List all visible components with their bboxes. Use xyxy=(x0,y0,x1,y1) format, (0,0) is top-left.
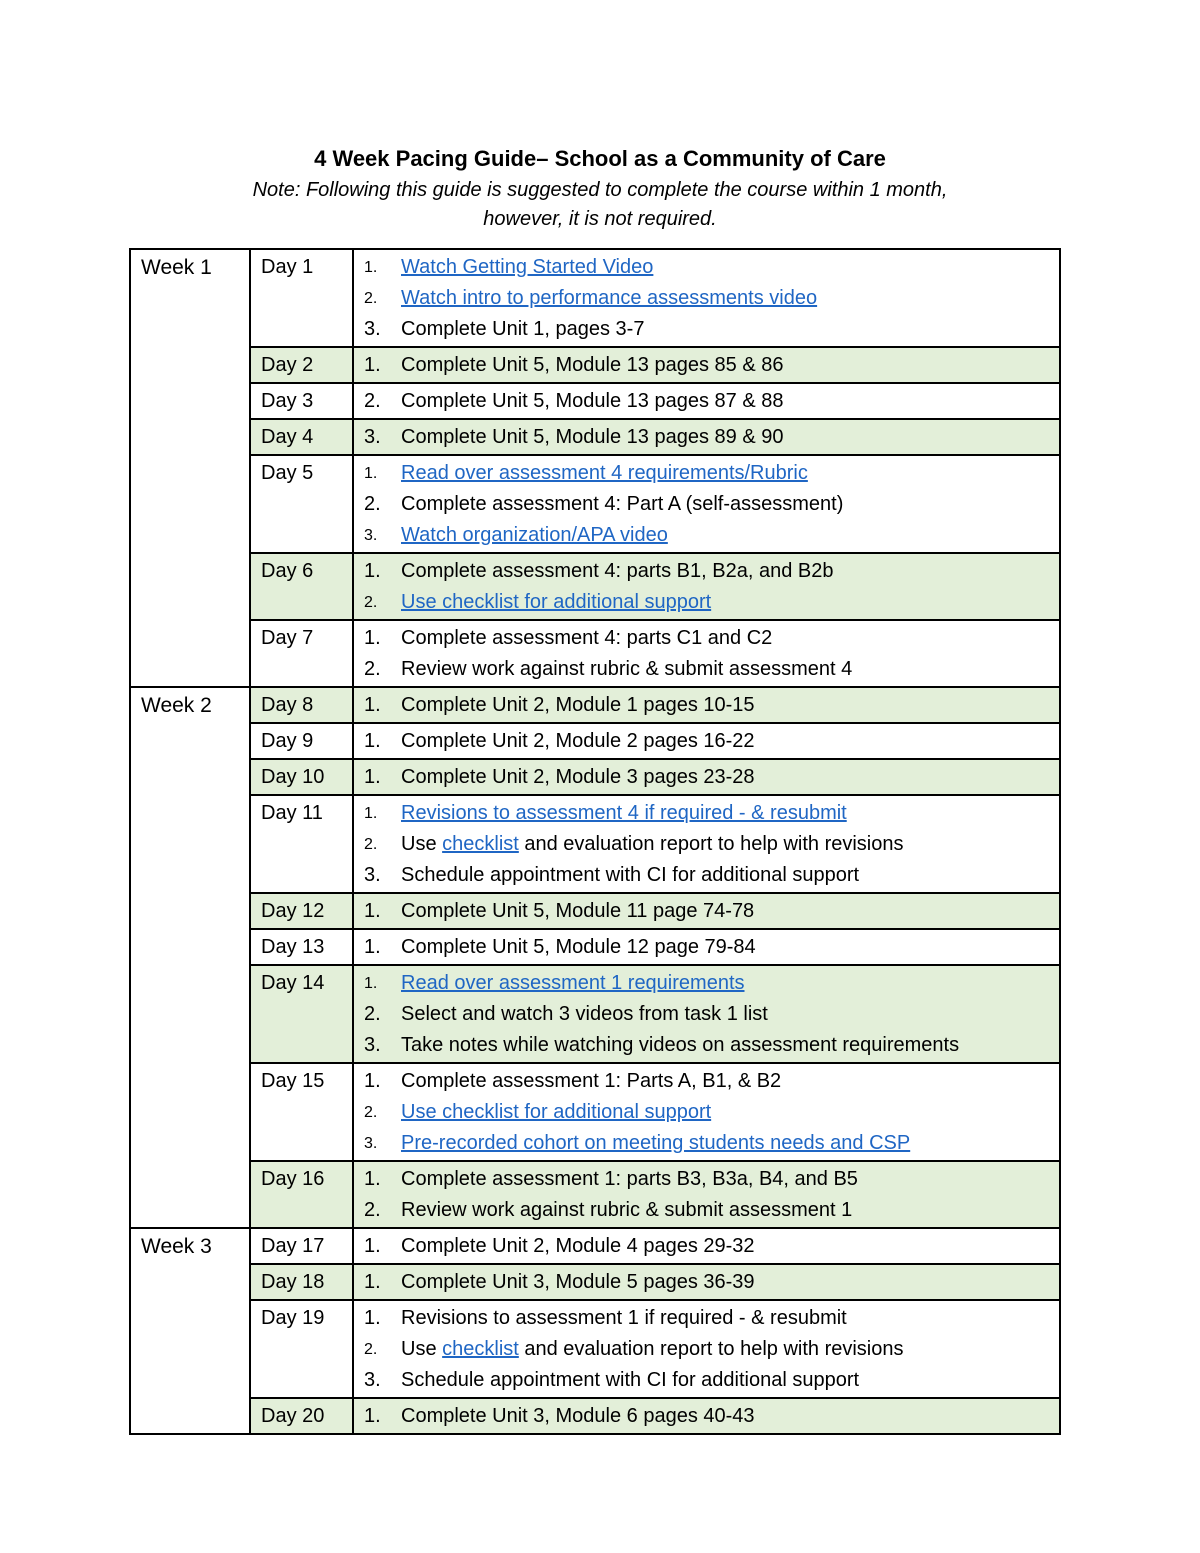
task-text xyxy=(401,314,1049,345)
task-number: 2. xyxy=(364,836,378,853)
task-text-segment: Complete Unit 2, Module 3 pages 23-28 xyxy=(401,766,755,788)
task-link[interactable]: Watch intro to performance assessments video xyxy=(401,287,818,309)
task-text xyxy=(401,489,1049,520)
task-item xyxy=(364,556,1049,587)
task-number: 3. xyxy=(364,1135,378,1152)
day-row xyxy=(130,723,1060,759)
task-item xyxy=(364,458,1049,489)
task-text xyxy=(401,829,1049,860)
day-row xyxy=(130,383,1060,419)
day-label: Day 13 xyxy=(250,929,353,965)
task-text-segment: Complete assessment 1: Parts A, B1, & B2 xyxy=(401,1070,782,1092)
task-number: 1. xyxy=(364,730,381,752)
task-number: 3. xyxy=(364,1034,381,1056)
day-row xyxy=(130,759,1060,795)
task-text xyxy=(401,1128,1049,1159)
task-number: 1. xyxy=(364,900,381,922)
day-row xyxy=(130,1063,1060,1161)
week-label: Week 2 xyxy=(130,687,250,1228)
task-item xyxy=(364,999,1049,1030)
task-text-segment: Complete assessment 1: parts B3, B3a, B4, and B5 xyxy=(401,1168,858,1190)
note xyxy=(200,176,1000,234)
task-number: 1. xyxy=(364,1070,381,1092)
task-text-segment: and evaluation report to help with revisions xyxy=(518,1338,904,1360)
task-item xyxy=(364,252,1049,283)
task-link[interactable]: Use checklist for additional support xyxy=(401,591,712,613)
task-text xyxy=(401,283,1049,314)
task-number: 2. xyxy=(364,1003,381,1025)
task-cell xyxy=(353,455,1060,553)
task-list xyxy=(364,1066,1049,1159)
task-number: 2. xyxy=(364,658,381,680)
task-item xyxy=(364,726,1049,757)
task-cell xyxy=(353,1161,1060,1228)
task-list xyxy=(364,762,1049,793)
task-number: 1. xyxy=(364,259,378,276)
task-text xyxy=(401,1401,1049,1432)
day-label: Day 8 xyxy=(250,687,353,723)
task-number: 2. xyxy=(364,594,378,611)
task-cell xyxy=(353,383,1060,419)
task-text xyxy=(401,1097,1049,1128)
task-text-segment: Review work against rubric & submit assessment 1 xyxy=(401,1199,853,1221)
task-list xyxy=(364,422,1049,453)
day-row xyxy=(130,419,1060,455)
task-text-segment: Select and watch 3 videos from task 1 list xyxy=(401,1003,768,1025)
day-label: Day 4 xyxy=(250,419,353,455)
task-item xyxy=(364,762,1049,793)
day-row xyxy=(130,553,1060,620)
task-link[interactable]: checklist xyxy=(442,1338,519,1360)
day-label: Day 2 xyxy=(250,347,353,383)
day-label: Day 5 xyxy=(250,455,353,553)
task-link[interactable]: Use checklist for additional support xyxy=(401,1101,712,1123)
task-text-segment: Complete Unit 3, Module 6 pages 40-43 xyxy=(401,1405,755,1427)
task-item xyxy=(364,1128,1049,1159)
task-text xyxy=(401,386,1049,417)
task-text xyxy=(401,520,1049,551)
task-cell xyxy=(353,620,1060,687)
task-item xyxy=(364,1066,1049,1097)
task-text-segment: Complete Unit 5, Module 13 pages 89 & 90 xyxy=(401,426,784,448)
task-text-segment: Complete assessment 4: parts B1, B2a, and B2b xyxy=(401,560,834,582)
task-number: 1. xyxy=(364,975,378,992)
task-cell xyxy=(353,893,1060,929)
task-number: 1. xyxy=(364,766,381,788)
task-item xyxy=(364,422,1049,453)
task-number: 2. xyxy=(364,493,381,515)
task-number: 1. xyxy=(364,627,381,649)
task-text xyxy=(401,762,1049,793)
task-link[interactable]: Read over assessment 4 requirements/Rubric xyxy=(401,462,808,484)
task-text-segment: Revisions to assessment 1 if required - & resubmit xyxy=(401,1307,847,1329)
task-text xyxy=(401,623,1049,654)
day-row xyxy=(130,347,1060,383)
task-link[interactable]: checklist xyxy=(442,833,519,855)
day-row xyxy=(130,1300,1060,1398)
task-list xyxy=(364,798,1049,891)
task-item xyxy=(364,283,1049,314)
task-text xyxy=(401,422,1049,453)
day-label: Day 1 xyxy=(250,249,353,347)
task-text-segment: Complete Unit 5, Module 13 pages 85 & 86 xyxy=(401,354,784,376)
task-link[interactable]: Watch organization/APA video xyxy=(401,524,668,546)
task-cell xyxy=(353,1300,1060,1398)
task-text xyxy=(401,860,1049,891)
task-number: 3. xyxy=(364,318,381,340)
day-label: Day 3 xyxy=(250,383,353,419)
task-cell xyxy=(353,249,1060,347)
task-item xyxy=(364,350,1049,381)
task-item xyxy=(364,1303,1049,1334)
task-cell xyxy=(353,723,1060,759)
task-number: 1. xyxy=(364,1405,381,1427)
task-text-segment: Complete Unit 5, Module 11 page 74-78 xyxy=(401,900,755,922)
task-text xyxy=(401,1365,1049,1396)
task-text-segment: Review work against rubric & submit assessment 4 xyxy=(401,658,853,680)
task-cell xyxy=(353,1264,1060,1300)
task-text xyxy=(401,999,1049,1030)
task-link[interactable]: Read over assessment 1 requirements xyxy=(401,972,745,994)
task-text xyxy=(401,932,1049,963)
task-text xyxy=(401,654,1049,685)
task-text xyxy=(401,726,1049,757)
task-item xyxy=(364,314,1049,345)
task-item xyxy=(364,932,1049,963)
pacing-table-body xyxy=(130,249,1060,1434)
task-text-segment: Use xyxy=(401,1338,443,1360)
task-text-segment: Complete Unit 5, Module 13 pages 87 & 88 xyxy=(401,390,784,412)
day-row xyxy=(130,1264,1060,1300)
task-item xyxy=(364,587,1049,618)
week-label: Week 1 xyxy=(130,249,250,687)
task-text xyxy=(401,690,1049,721)
task-item xyxy=(364,386,1049,417)
task-list xyxy=(364,896,1049,927)
task-list xyxy=(364,386,1049,417)
task-number: 2. xyxy=(364,1341,378,1358)
task-item xyxy=(364,489,1049,520)
day-row xyxy=(130,929,1060,965)
task-item xyxy=(364,520,1049,551)
day-row xyxy=(130,249,1060,347)
task-item xyxy=(364,798,1049,829)
day-row xyxy=(130,1228,1060,1264)
task-cell xyxy=(353,1398,1060,1434)
note-line-1: Note: Following this guide is suggested to complete the course within 1 month, xyxy=(252,179,948,201)
task-text-segment: Take notes while watching videos on assessment requirements xyxy=(401,1034,960,1056)
task-number: 2. xyxy=(364,1104,378,1121)
task-text-segment: Complete Unit 2, Module 2 pages 16-22 xyxy=(401,730,755,752)
task-cell xyxy=(353,1228,1060,1264)
task-cell xyxy=(353,419,1060,455)
day-label: Day 12 xyxy=(250,893,353,929)
day-label: Day 9 xyxy=(250,723,353,759)
task-link[interactable]: Revisions to assessment 4 if required - & resubmit xyxy=(401,802,847,824)
day-row xyxy=(130,893,1060,929)
task-item xyxy=(364,860,1049,891)
day-row xyxy=(130,1161,1060,1228)
day-row xyxy=(130,620,1060,687)
task-item xyxy=(364,829,1049,860)
task-text xyxy=(401,556,1049,587)
task-number: 1. xyxy=(364,465,378,482)
note-line-2: however, it is not required. xyxy=(483,208,717,230)
task-text-segment: Schedule appointment with CI for additional support xyxy=(401,864,860,886)
task-text xyxy=(401,798,1049,829)
task-item xyxy=(364,1195,1049,1226)
task-text xyxy=(401,587,1049,618)
task-cell xyxy=(353,795,1060,893)
task-item xyxy=(364,1365,1049,1396)
task-text xyxy=(401,1195,1049,1226)
task-item xyxy=(364,1030,1049,1061)
task-cell xyxy=(353,1063,1060,1161)
task-number: 1. xyxy=(364,1168,381,1190)
week-label: Week 3 xyxy=(130,1228,250,1434)
day-row xyxy=(130,455,1060,553)
task-text xyxy=(401,1030,1049,1061)
task-list xyxy=(364,458,1049,551)
task-number: 1. xyxy=(364,1235,381,1257)
task-number: 1. xyxy=(364,560,381,582)
task-number: 2. xyxy=(364,390,381,412)
task-item xyxy=(364,968,1049,999)
day-label: Day 18 xyxy=(250,1264,353,1300)
task-text-segment: Complete assessment 4: Part A (self-assessment) xyxy=(401,493,844,515)
task-number: 2. xyxy=(364,290,378,307)
day-label: Day 6 xyxy=(250,553,353,620)
task-list xyxy=(364,623,1049,685)
task-list xyxy=(364,350,1049,381)
task-text xyxy=(401,252,1049,283)
task-number: 2. xyxy=(364,1199,381,1221)
day-label: Day 20 xyxy=(250,1398,353,1434)
task-number: 1. xyxy=(364,936,381,958)
task-item xyxy=(364,1334,1049,1365)
task-list xyxy=(364,1401,1049,1432)
task-item xyxy=(364,1164,1049,1195)
task-list xyxy=(364,1231,1049,1262)
task-text xyxy=(401,896,1049,927)
task-item xyxy=(364,623,1049,654)
task-list xyxy=(364,968,1049,1061)
day-row xyxy=(130,687,1060,723)
document-title: 4 Week Pacing Guide– School as a Community of Care xyxy=(314,146,886,171)
task-item xyxy=(364,690,1049,721)
task-text-segment: Complete Unit 3, Module 5 pages 36-39 xyxy=(401,1271,755,1293)
task-list xyxy=(364,252,1049,345)
task-list xyxy=(364,1267,1049,1298)
day-label: Day 17 xyxy=(250,1228,353,1264)
task-text xyxy=(401,1334,1049,1365)
task-link[interactable]: Watch Getting Started Video xyxy=(401,256,654,278)
task-item xyxy=(364,1401,1049,1432)
task-text-segment: Schedule appointment with CI for additional support xyxy=(401,1369,860,1391)
task-list xyxy=(364,1164,1049,1226)
task-text xyxy=(401,1231,1049,1262)
task-text xyxy=(401,1267,1049,1298)
task-cell xyxy=(353,687,1060,723)
task-number: 3. xyxy=(364,426,381,448)
pacing-table xyxy=(129,248,1061,1435)
task-cell xyxy=(353,347,1060,383)
task-text xyxy=(401,350,1049,381)
task-list xyxy=(364,556,1049,618)
task-list xyxy=(364,1303,1049,1396)
task-number: 1. xyxy=(364,354,381,376)
day-label: Day 16 xyxy=(250,1161,353,1228)
task-item xyxy=(364,654,1049,685)
task-text xyxy=(401,968,1049,999)
day-label: Day 7 xyxy=(250,620,353,687)
task-text-segment: Complete Unit 5, Module 12 page 79-84 xyxy=(401,936,756,958)
task-cell xyxy=(353,759,1060,795)
task-text-segment: Complete Unit 2, Module 4 pages 29-32 xyxy=(401,1235,755,1257)
task-text-segment: Use xyxy=(401,833,443,855)
task-list xyxy=(364,726,1049,757)
task-item xyxy=(364,1267,1049,1298)
day-label: Day 14 xyxy=(250,965,353,1063)
task-number: 1. xyxy=(364,1271,381,1293)
day-row xyxy=(130,795,1060,893)
task-text xyxy=(401,1303,1049,1334)
task-item xyxy=(364,1097,1049,1128)
task-cell xyxy=(353,553,1060,620)
task-list xyxy=(364,690,1049,721)
day-label: Day 19 xyxy=(250,1300,353,1398)
task-number: 3. xyxy=(364,527,378,544)
task-text-segment: Complete Unit 1, pages 3-7 xyxy=(401,318,645,340)
task-number: 3. xyxy=(364,864,381,886)
task-text-segment: Complete assessment 4: parts C1 and C2 xyxy=(401,627,773,649)
task-item xyxy=(364,1231,1049,1262)
day-label: Day 11 xyxy=(250,795,353,893)
day-row xyxy=(130,965,1060,1063)
task-list xyxy=(364,932,1049,963)
task-number: 1. xyxy=(364,1307,381,1329)
task-cell xyxy=(353,965,1060,1063)
task-item xyxy=(364,896,1049,927)
task-cell xyxy=(353,929,1060,965)
task-text-segment: Complete Unit 2, Module 1 pages 10-15 xyxy=(401,694,755,716)
day-label: Day 10 xyxy=(250,759,353,795)
task-number: 1. xyxy=(364,805,378,822)
task-number: 3. xyxy=(364,1369,381,1391)
task-link[interactable]: Pre-recorded cohort on meeting students needs and CSP xyxy=(401,1132,911,1154)
task-text xyxy=(401,458,1049,489)
task-number: 1. xyxy=(364,694,381,716)
task-text xyxy=(401,1066,1049,1097)
task-text xyxy=(401,1164,1049,1195)
day-row xyxy=(130,1398,1060,1434)
task-text-segment: and evaluation report to help with revisions xyxy=(518,833,904,855)
day-label: Day 15 xyxy=(250,1063,353,1161)
